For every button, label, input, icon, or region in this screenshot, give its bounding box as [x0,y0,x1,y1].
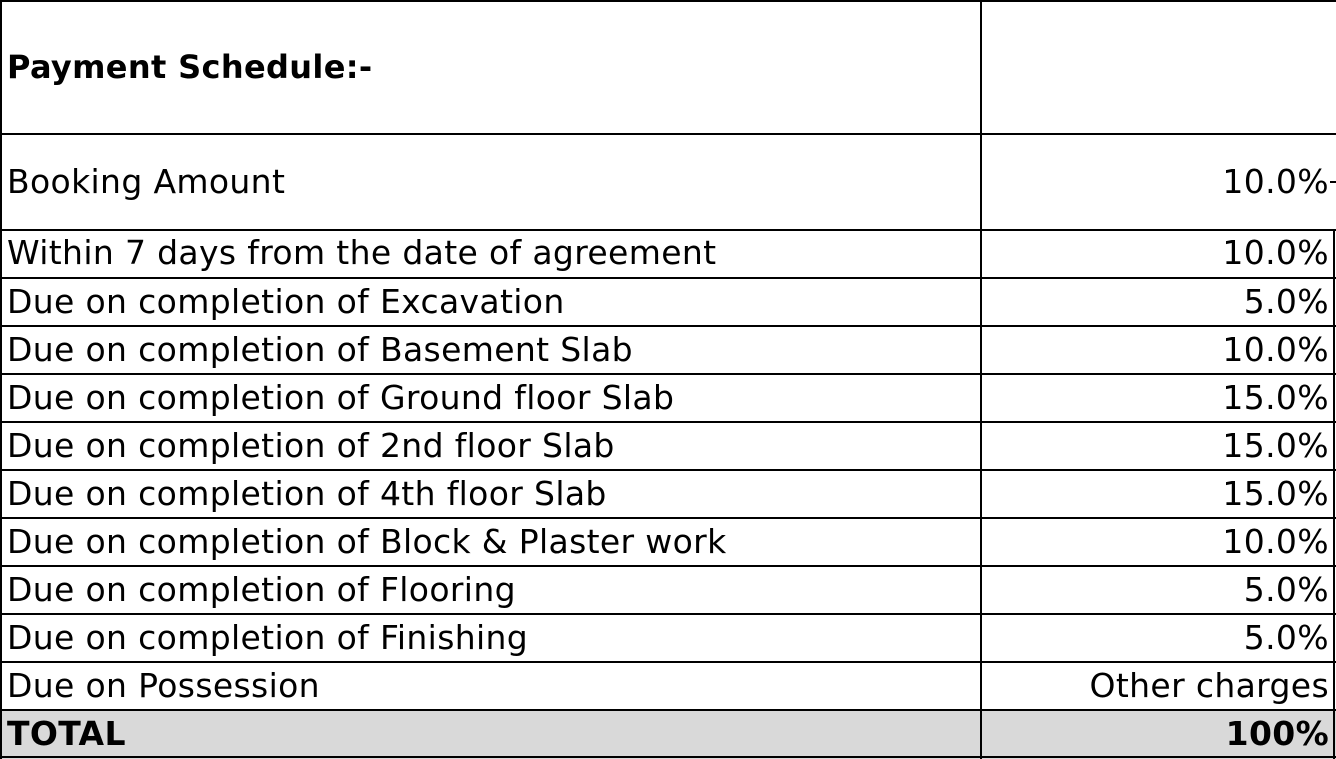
row-label-possession: Due on Possession [7,666,320,705]
grid-line [0,325,1336,327]
grid-line [0,661,1336,663]
row-label-booking-amount: Booking Amount [7,162,286,201]
row-label-excavation: Due on completion of Excavation [7,282,565,321]
row-label-4th-floor-slab: Due on completion of 4th floor Slab [7,474,607,513]
row-label-finishing: Due on completion of Finishing [7,618,529,657]
row-value-flooring: 5.0% [1243,570,1329,609]
grid-line-top [0,0,1336,2]
total-value: 100% [1225,714,1329,753]
edge-tick [1330,181,1336,183]
grid-line [0,133,1336,135]
grid-line-left [0,0,2,759]
total-row-background [0,710,1336,759]
row-value-within-7-days: 10.0% [1222,233,1329,272]
row-label-flooring: Due on completion of Flooring [7,570,516,609]
row-label-block-plaster: Due on completion of Block & Plaster work [7,522,727,561]
grid-line [0,709,1336,711]
grid-line [0,565,1336,567]
grid-line [0,421,1336,423]
row-value-finishing: 5.0% [1243,618,1329,657]
grid-line-column-divider [980,0,982,759]
row-label-2nd-floor-slab: Due on completion of 2nd floor Slab [7,426,615,465]
grid-line [0,229,1336,231]
row-value-block-plaster: 10.0% [1222,522,1329,561]
row-value-ground-floor-slab: 15.0% [1222,378,1329,417]
grid-line-bottom [0,756,1336,758]
row-label-within-7-days: Within 7 days from the date of agreement [7,233,717,272]
grid-line [0,469,1336,471]
grid-line [0,277,1336,279]
row-value-4th-floor-slab: 15.0% [1222,474,1329,513]
grid-line [0,517,1336,519]
row-value-possession: Other charges [1089,666,1329,705]
total-label: TOTAL [7,714,126,753]
grid-line-right [1333,229,1335,759]
row-value-2nd-floor-slab: 15.0% [1222,426,1329,465]
table-heading: Payment Schedule:- [7,48,373,86]
row-label-ground-floor-slab: Due on completion of Ground floor Slab [7,378,675,417]
grid-line [0,613,1336,615]
row-value-excavation: 5.0% [1243,282,1329,321]
grid-line [0,373,1336,375]
row-value-basement-slab: 10.0% [1222,330,1329,369]
row-label-basement-slab: Due on completion of Basement Slab [7,330,633,369]
row-value-booking-amount: 10.0% [1222,162,1329,201]
